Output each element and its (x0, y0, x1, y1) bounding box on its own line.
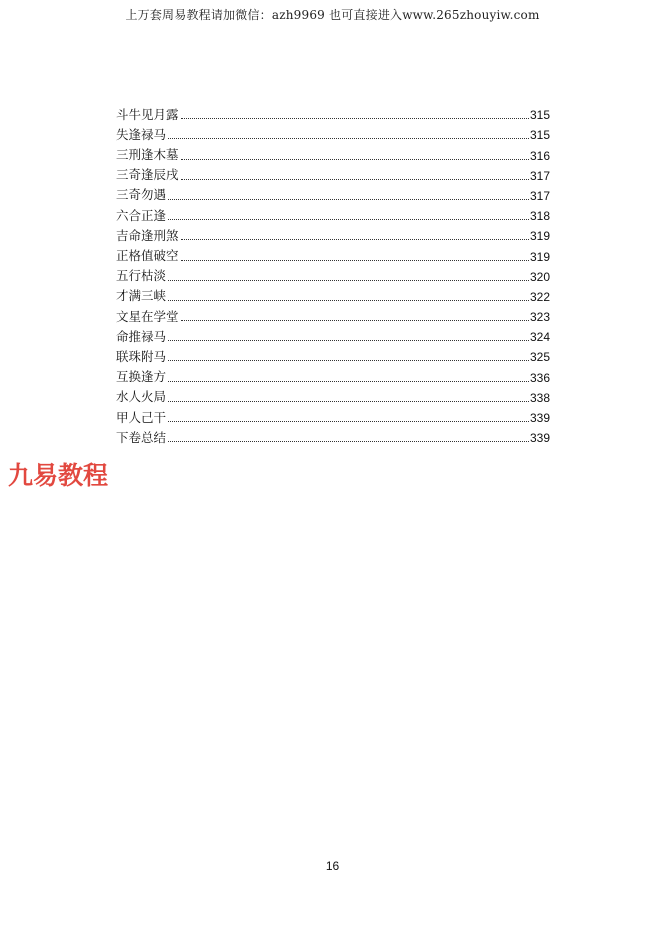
toc-entry (116, 222, 550, 242)
toc-entry (116, 141, 550, 161)
toc-entry (116, 424, 550, 444)
toc-entry-page: 317 (529, 168, 550, 183)
toc-entry (116, 404, 550, 424)
toc-dot-leader (181, 239, 529, 240)
toc-entry-title: 联珠附马 (116, 348, 167, 364)
toc-entry (116, 263, 550, 283)
toc-entry (116, 202, 550, 222)
toc-entry-title: 三奇逢辰戌 (116, 167, 179, 183)
toc-entry-page: 318 (529, 209, 550, 224)
toc-entry-page: 322 (529, 289, 550, 304)
toc-dot-leader (168, 441, 529, 442)
toc-entry (116, 363, 550, 383)
table-of-contents (116, 101, 550, 444)
toc-entry-title: 文星在学堂 (116, 308, 179, 324)
toc-dot-leader (181, 320, 529, 321)
toc-entry-title: 互换逢方 (116, 369, 167, 385)
toc-entry (116, 323, 550, 343)
toc-entry-title: 水人火局 (116, 389, 167, 405)
toc-entry-page: 325 (529, 350, 550, 365)
page-header: 上万套周易教程请加微信：azh9969 也可直接进入www.265zhouyiw.com (125, 8, 540, 22)
toc-entry (116, 242, 550, 262)
toc-entry-page: 323 (529, 310, 550, 325)
toc-entry-page: 339 (529, 431, 550, 446)
toc-entry (116, 343, 550, 363)
toc-entry-page: 339 (529, 411, 550, 425)
toc-entry-title: 失逢禄马 (116, 126, 167, 142)
toc-entry-title: 三刑逢木墓 (116, 147, 179, 163)
toc-entry-title: 五行枯淡 (116, 268, 167, 284)
toc-entry-page: 316 (529, 148, 550, 163)
toc-dot-leader (181, 179, 529, 180)
toc-dot-leader (168, 199, 529, 200)
toc-entry-title: 斗牛见月露 (116, 106, 179, 122)
toc-entry-page: 338 (529, 390, 550, 405)
toc-entry-page: 315 (529, 128, 550, 143)
toc-entry-page: 324 (529, 330, 550, 345)
toc-entry-title: 正格值破空 (116, 248, 179, 263)
toc-dot-leader (181, 118, 529, 119)
toc-dot-leader (168, 421, 529, 422)
toc-entry (116, 121, 550, 141)
toc-dot-leader (168, 300, 529, 301)
toc-dot-leader (168, 360, 529, 361)
toc-dot-leader (181, 159, 529, 160)
toc-entry (116, 303, 550, 323)
toc-entry-title: 命推禄马 (116, 328, 167, 344)
toc-dot-leader (168, 381, 529, 382)
toc-entry-title: 才满三峡 (116, 288, 167, 304)
toc-entry-title: 三奇勿遇 (116, 187, 167, 203)
toc-entry-page: 319 (529, 229, 550, 244)
toc-entry-page: 320 (529, 269, 550, 284)
toc-entry (116, 384, 550, 404)
toc-dot-leader (168, 401, 529, 402)
watermark-logo: 九易教程 (8, 461, 109, 490)
toc-entry (116, 162, 550, 182)
toc-entry-page: 317 (529, 188, 550, 203)
page-number: 16 (325, 859, 340, 873)
toc-entry-title: 甲人己干 (116, 409, 167, 425)
toc-dot-leader (168, 219, 529, 220)
toc-entry (116, 182, 550, 202)
toc-entry (116, 283, 550, 303)
toc-entry-page: 336 (529, 370, 550, 385)
toc-entry-page: 319 (529, 249, 550, 264)
toc-entry-title: 吉命逢刑煞 (116, 227, 179, 243)
toc-entry-title: 六合正逢 (116, 207, 167, 223)
toc-dot-leader (168, 138, 529, 139)
toc-entry-title: 下卷总结 (116, 429, 167, 445)
toc-dot-leader (168, 280, 529, 281)
toc-dot-leader (181, 260, 529, 261)
toc-entry (116, 101, 550, 121)
toc-dot-leader (168, 340, 529, 341)
toc-entry-page: 315 (529, 108, 550, 123)
